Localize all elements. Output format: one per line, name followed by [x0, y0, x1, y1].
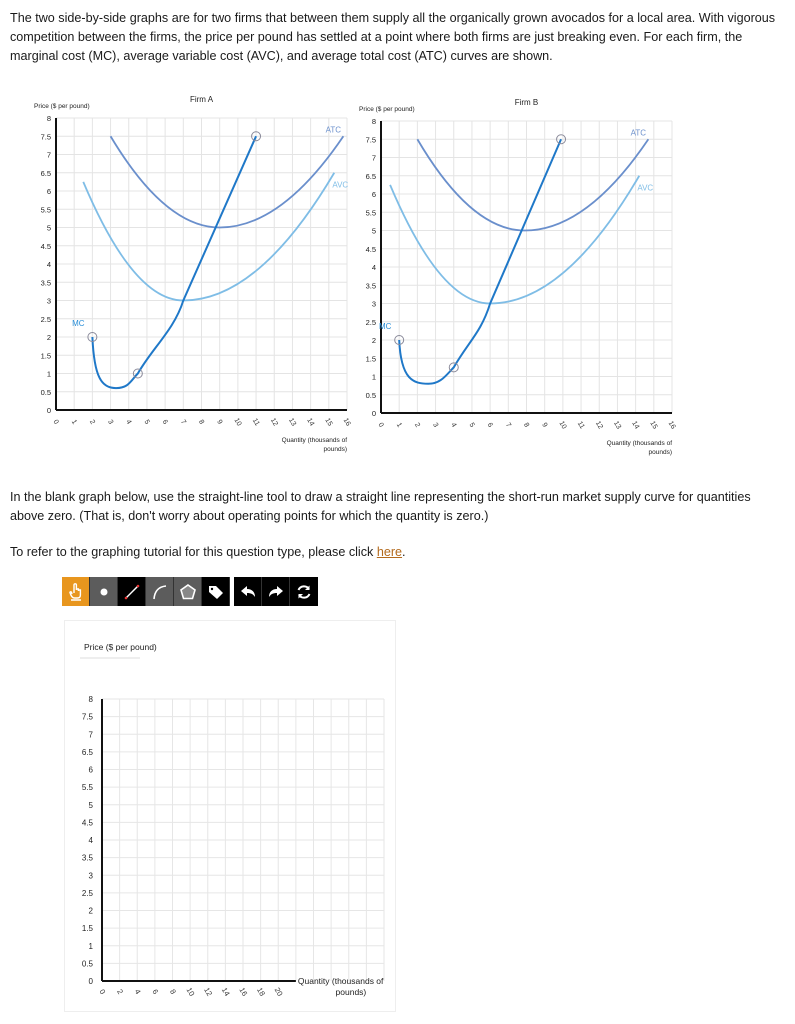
x-tick-label: 11 — [250, 417, 261, 428]
redo-arrow-icon — [267, 583, 285, 601]
x-tick-label: 1 — [394, 421, 403, 429]
y-tick-label: 5.5 — [365, 208, 376, 218]
y-tick-label: 3.5 — [40, 278, 51, 288]
pentagon-icon — [179, 583, 197, 601]
y-tick-label: 3.5 — [365, 281, 376, 291]
svg-text:pounds): pounds) — [323, 446, 347, 453]
y-tick-label: 1 — [46, 369, 51, 379]
y-tick-label: 8 — [46, 114, 51, 123]
x-tick-label: 12 — [202, 985, 215, 998]
y-tick-label: 0.5 — [40, 387, 51, 397]
x-tick-label: 14 — [305, 417, 316, 428]
x-tick-label: 2 — [412, 421, 421, 429]
atc-label: ATC — [630, 128, 647, 138]
label-tool-button[interactable] — [202, 577, 230, 606]
x-tick-label: 13 — [612, 420, 622, 431]
y-tick-label: 1.5 — [81, 924, 93, 934]
x-tick-label: 1 — [69, 418, 78, 426]
x-tick-label: 16 — [341, 417, 352, 428]
x-tick-label: 10 — [184, 985, 197, 998]
y-tick-label: 5 — [371, 226, 376, 236]
x-tick-label: 18 — [255, 985, 268, 998]
y-tick-label: 2.5 — [81, 888, 93, 898]
x-tick-label: 4 — [132, 987, 143, 996]
y-tick-label: 0 — [371, 409, 376, 418]
x-tick-label: 10 — [232, 417, 243, 428]
svg-text:pounds): pounds) — [648, 449, 672, 456]
x-tick-label: 12 — [268, 417, 279, 428]
y-tick-label: 0 — [46, 406, 51, 415]
y-tick-label: 2 — [88, 906, 93, 916]
y-tick-label: 1 — [371, 372, 376, 382]
x-tick-label: 16 — [666, 420, 677, 431]
y-tick-label: 0 — [88, 977, 93, 986]
tag-icon — [207, 583, 225, 601]
intro-paragraph: The two side-by-side graphs are for two firms that between them supply all the organically grown avocados for a local area. With vigorous competition between the firms, the price per pound has settled at a point where both firms are just breaking even. For each firm, the marginal cost (MC), average variable cost (AVC), and average total cost (ATC) curves are shown. — [10, 11, 776, 63]
avc-label: AVC — [332, 180, 349, 190]
mc-curve — [92, 136, 256, 388]
y-tick-label: 2.5 — [365, 317, 376, 327]
y-tick-label: 5 — [88, 800, 93, 810]
mc-label: MC — [378, 322, 392, 332]
y-tick-label: 5.5 — [81, 783, 93, 793]
x-tick-label: 2 — [115, 987, 125, 996]
x-tick-label: 14 — [630, 420, 641, 431]
tutorial-suffix: . — [402, 545, 406, 559]
x-tick-label: 0 — [376, 421, 385, 429]
y-axis-label: Price ($ per pound) — [359, 106, 415, 113]
x-tick-label: 6 — [160, 418, 169, 426]
y-tick-label: 6.5 — [365, 171, 376, 181]
undo-button[interactable] — [234, 577, 262, 606]
x-tick-label: 0 — [97, 987, 108, 996]
x-axis-label: Quantity (thousands of — [606, 440, 672, 447]
y-tick-label: 5 — [46, 223, 51, 233]
y-tick-label: 6 — [88, 765, 93, 775]
y-tick-label: 4.5 — [81, 818, 93, 828]
svg-text:pounds): pounds) — [335, 987, 367, 997]
x-tick-label: 8 — [167, 987, 178, 996]
x-tick-label: 8 — [522, 421, 531, 429]
x-tick-label: 7 — [503, 421, 512, 429]
x-tick-label: 9 — [540, 421, 549, 429]
firm-a-chart — [20, 95, 360, 465]
x-tick-label: 4 — [449, 421, 458, 429]
y-tick-label: 2 — [371, 336, 376, 345]
x-tick-label: 14 — [219, 985, 232, 998]
x-tick-label: 15 — [323, 417, 334, 428]
y-tick-label: 4 — [88, 836, 93, 845]
x-tick-label: 16 — [237, 985, 250, 998]
avc-label: AVC — [637, 183, 654, 193]
y-tick-label: 2.5 — [40, 314, 51, 324]
x-axis-label: Quantity (thousands of — [281, 437, 347, 444]
y-tick-label: 4 — [371, 263, 376, 272]
reset-button[interactable] — [290, 577, 318, 606]
y-tick-label: 7.5 — [365, 135, 376, 145]
polygon-tool-button[interactable] — [174, 577, 202, 606]
hand-pointer-icon — [68, 583, 84, 601]
y-tick-label: 1.5 — [365, 354, 376, 364]
y-tick-label: 7 — [371, 153, 376, 163]
y-tick-label: 1.5 — [40, 351, 51, 361]
y-tick-label: 7.5 — [40, 132, 51, 142]
x-tick-label: 3 — [431, 421, 440, 429]
y-tick-label: 4.5 — [365, 244, 376, 254]
x-tick-label: 6 — [150, 987, 161, 996]
line-tool-button[interactable] — [118, 577, 146, 606]
y-tick-label: 7 — [46, 150, 51, 160]
x-tick-label: 8 — [197, 418, 206, 426]
hand-tool-button[interactable] — [62, 577, 90, 606]
x-tick-label: 7 — [178, 418, 187, 426]
y-tick-label: 5.5 — [40, 205, 51, 215]
refresh-icon — [295, 583, 313, 601]
y-tick-label: 2 — [46, 333, 51, 342]
y-tick-label: 0.5 — [365, 390, 376, 400]
y-tick-label: 6.5 — [40, 168, 51, 178]
x-axis-label: Quantity (thousands of — [297, 976, 384, 986]
y-tick-label: 6 — [46, 187, 51, 196]
grid — [378, 121, 672, 413]
y-tick-label: 1 — [88, 941, 93, 951]
point-tool-button[interactable] — [90, 577, 118, 606]
x-tick-label: 5 — [142, 418, 151, 426]
curve-tool-button[interactable] — [146, 577, 174, 606]
dot-icon — [98, 586, 110, 598]
straight-line-icon — [123, 583, 141, 601]
instruction-paragraph: In the blank graph below, use the straight-line tool to draw a straight line representing the short-run market supply curve for quantities above zero. (That is, don't worry about operating points for which the quantity is zero.) — [10, 490, 751, 523]
tutorial-paragraph — [10, 543, 785, 562]
y-tick-label: 8 — [371, 117, 376, 126]
chart-title: Firm B — [514, 98, 539, 107]
y-tick-label: 0.5 — [81, 959, 93, 969]
x-tick-label: 6 — [485, 421, 494, 429]
x-tick-label: 13 — [287, 417, 297, 428]
blank-market-supply-graph[interactable] — [64, 620, 394, 1020]
x-tick-label: 9 — [215, 418, 224, 426]
undo-arrow-icon — [239, 583, 257, 601]
x-tick-label: 20 — [272, 985, 285, 998]
redo-button[interactable] — [262, 577, 290, 606]
atc-label: ATC — [325, 125, 342, 135]
y-tick-label: 4 — [46, 260, 51, 269]
y-tick-label: 6 — [371, 190, 376, 199]
y-tick-label: 3 — [88, 871, 93, 881]
y-tick-label: 8 — [88, 695, 93, 704]
y-axis-label: Price ($ per pound) — [84, 642, 157, 652]
x-tick-label: 3 — [106, 418, 115, 426]
tutorial-prefix: To refer to the graphing tutorial for this question type, please click — [10, 545, 377, 559]
y-tick-label: 4.5 — [40, 241, 51, 251]
y-axis-label: Price ($ per pound) — [34, 103, 90, 110]
y-tick-label: 3 — [46, 296, 51, 306]
tutorial-link[interactable]: here — [376, 545, 403, 559]
y-tick-label: 7.5 — [81, 712, 93, 722]
mc-label: MC — [72, 319, 85, 329]
chart-title: Firm A — [189, 95, 214, 104]
firm-b-chart — [355, 95, 695, 470]
graph-toolbar — [62, 577, 318, 606]
x-tick-label: 10 — [557, 420, 568, 431]
y-tick-label: 3.5 — [81, 853, 93, 863]
x-tick-label: 2 — [87, 418, 96, 426]
x-tick-label: 15 — [648, 420, 659, 431]
x-tick-label: 0 — [51, 418, 60, 426]
curve-icon — [151, 583, 169, 601]
grid — [56, 118, 347, 410]
x-tick-label: 12 — [593, 420, 604, 431]
y-tick-label: 7 — [88, 730, 93, 740]
x-tick-label: 11 — [575, 420, 586, 431]
y-tick-label: 3 — [371, 299, 376, 309]
x-tick-label: 4 — [124, 418, 133, 426]
y-tick-label: 6.5 — [81, 747, 93, 757]
x-tick-label: 5 — [467, 421, 476, 429]
